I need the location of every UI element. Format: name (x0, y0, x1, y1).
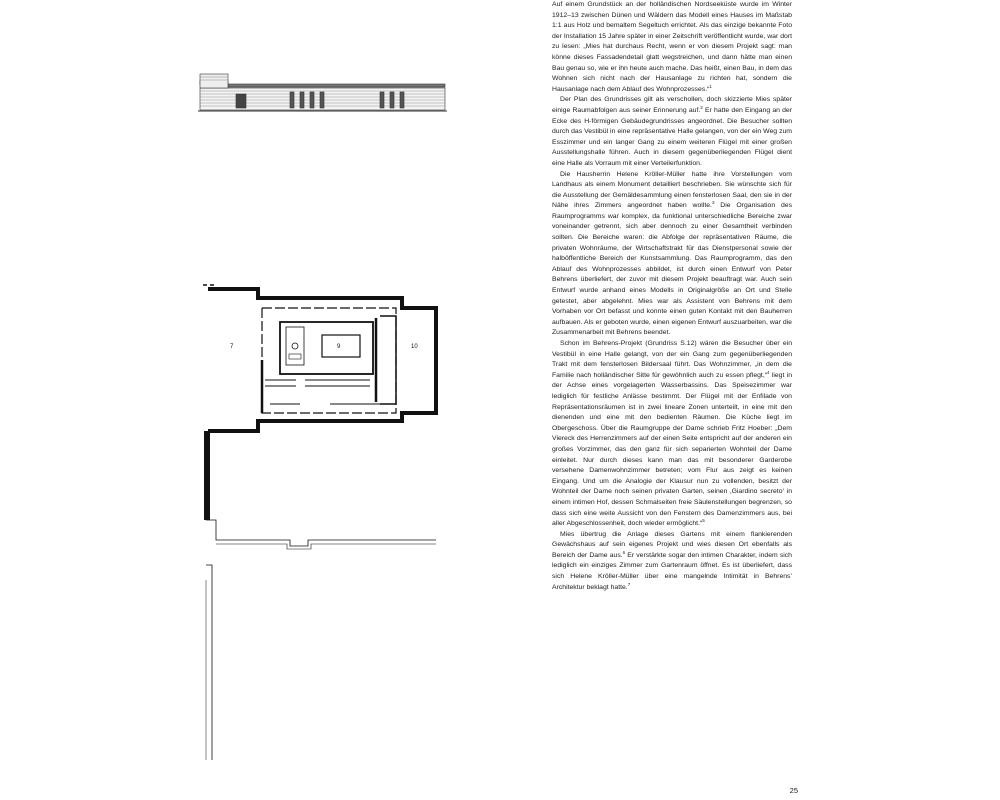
plan-label-7: 7 (230, 344, 234, 350)
paragraph-3: Die Hausherrin Helene Kröller-Müller hatte ihre Vorstellungen vom Landhaus als einem Monument detailliert beschrieben. Sie wünschte sich für die Ausstellung der Gemäldesammlung einen fensterlosen Saal, den sie in der Nähe ihres Zimmers angeordnet haben wollte.$^3$ Die Organisation des Raumprogramms war komplex, da funktional unterschiedliche Bereiche zwar voneinander getrennt, sich aber dennoch zu einer Gesamtheit verbinden sollten. Die Bereiche waren: die Abfolge der repräsentativen Räume, die privaten Wohnräume, der Wirtschaftstrakt für das Dienstpersonal sowie der halböffentliche Bereich der Kunstsammlung. Das Raumprogramm, das den Ablauf des Wohnprozesses abbildet, ist durch einen Entwurf von Peter Behrens überliefert, der zuvor mit diesem Projekt beauftragt war. Auch sein Entwurf wurde anhand eines Modells in Originalgröße an Ort und Stelle getestet, aber abgelehnt. Mies war als Assistent von Behrens mit dem Vorhaben vor Ort befasst und konnte einen guten Kontakt mit den Bauherren aufbauen. Als er geboten wurde, einen eigenen Entwurf auszuarbeiten, war die Zusammenarbeit mit Behrens beendet. (552, 170, 793, 337)
paragraph-2: Der Plan des Grundrisses gilt als verschollen, doch skizzierte Mies später einige Raumabfolgen aus seiner Erinnerung auf.$^2$ Er hatte den Eingang an der Ecke des H-förmigen Gebäudegrundrisses angeordnet. Die Besucher sollten durch das Vestibül in eine repräsentative Halle gelangen, von der ein Weg zum Esszimmer und ein langer Gang zu einem weiteren Flügel mit einer großen Ausstellungshalle führen. Auch in diesem gegenüberliegenden Flügel dient eine Halle als Vorraum mit einer Verteilerfunktion. (552, 96, 793, 167)
floor-plan (203, 285, 436, 760)
paragraph-4: Schon im Behrens-Projekt (Grundriss S.12) wären die Besucher über ein Vestibül in eine Halle gelangt, von der ein Gang zum gegenüberliegenden Trakt mit dem fensterlosen Bildersaal führt. Das Wohnzimmer, „in dem die Familie nach holländischer Sitte für gewöhnlich auch zu essen pflegt,“$^4$ liegt in der Achse eines vorgelagerten Wasserbassins. Das Speisezimmer war lediglich für festliche Anlässe bestimmt. Der Flügel mit der Enfilade von Repräsentationsräumen ist in zwei lineare Zonen unterteilt, in eine mit den dienenden und eine mit den bedienten Räumen. Die Küche liegt im Obergeschoss. Über die Raumgruppe der Dame schrieb Fritz Hoeber: „Dem Viereck des Herrenzimmers auf der einen Seite entspricht auf der anderen ein großes Vorzimmer, das den ganz für sich separierten Wohnteil der Dame einleitet. Nur durch dieses kann man das mit besonderer Garderobe versehene Damenwohnzimmer betreten; vom Flur aus zeigt es keinen Eingang. Und um die Analogie der Klausur nun zu vollenden, besitzt der Wohnteil der Dame noch seinen privaten Garten, seinen ‚Giardino secreto‘ in einem intimen Hof, dessen Schmalseiten freie Säulenstellungen begrenzen, so dass sich eine weite Aussicht von den Fenstern des Damenzimmers aus, bei aller Abgeschlossenheit, doch wieder ermöglicht.“$^5$ (552, 340, 792, 528)
facade-elevation (198, 74, 447, 111)
plan-label-10: 10 (411, 344, 418, 350)
body-text-column (552, 0, 792, 593)
page-number: 25 (789, 786, 798, 795)
paragraph-5: Mies übertrug die Anlage dieses Gartens mit einem flankierenden Gewächshaus auf sein eigenes Projekt und wies diesen Ort ebenfalls als Bereich der Dame aus.$^6$ Er verstärkte sogar den intimen Charakter, indem sich lediglich ein einziges Zimmer zum Gartenraum öffnet. Es ist überliefert, dass sich Helene Kröller-Müller über eine mangelnde Intimität in Behrens’ Architektur beklagt hatte.$^7$ (552, 530, 792, 591)
paragraph-1: Auf einem Grundstück an der holländischen Nordseeküste wurde im Winter 1912–13 zwischen Dünen und Wäldern das Modell eines Hauses im Maßstab 1:1 aus Holz und bemaltem Segeltuch errichtet. Als das einzige bekannte Foto der Installation 15 Jahre später in einer Zeitschrift veröffentlicht wurde, war dort zu lesen: „Mies hat durchaus Recht, wenn er von diesem Projekt sagt: man könne dieses Fassadendetail glatt wegstreichen, und dann hätte man einen Bau genau so, wie er ihn heute auch mache. Das heißt, einen Bau, in dem das Wohnen sich nicht nach der Hausanlage zu richten hat, sondern die Hausanlage nach dem Ablauf des Wohnprozesses.“$^1$ (552, 1, 792, 93)
plan-label-9: 9 (337, 344, 341, 350)
